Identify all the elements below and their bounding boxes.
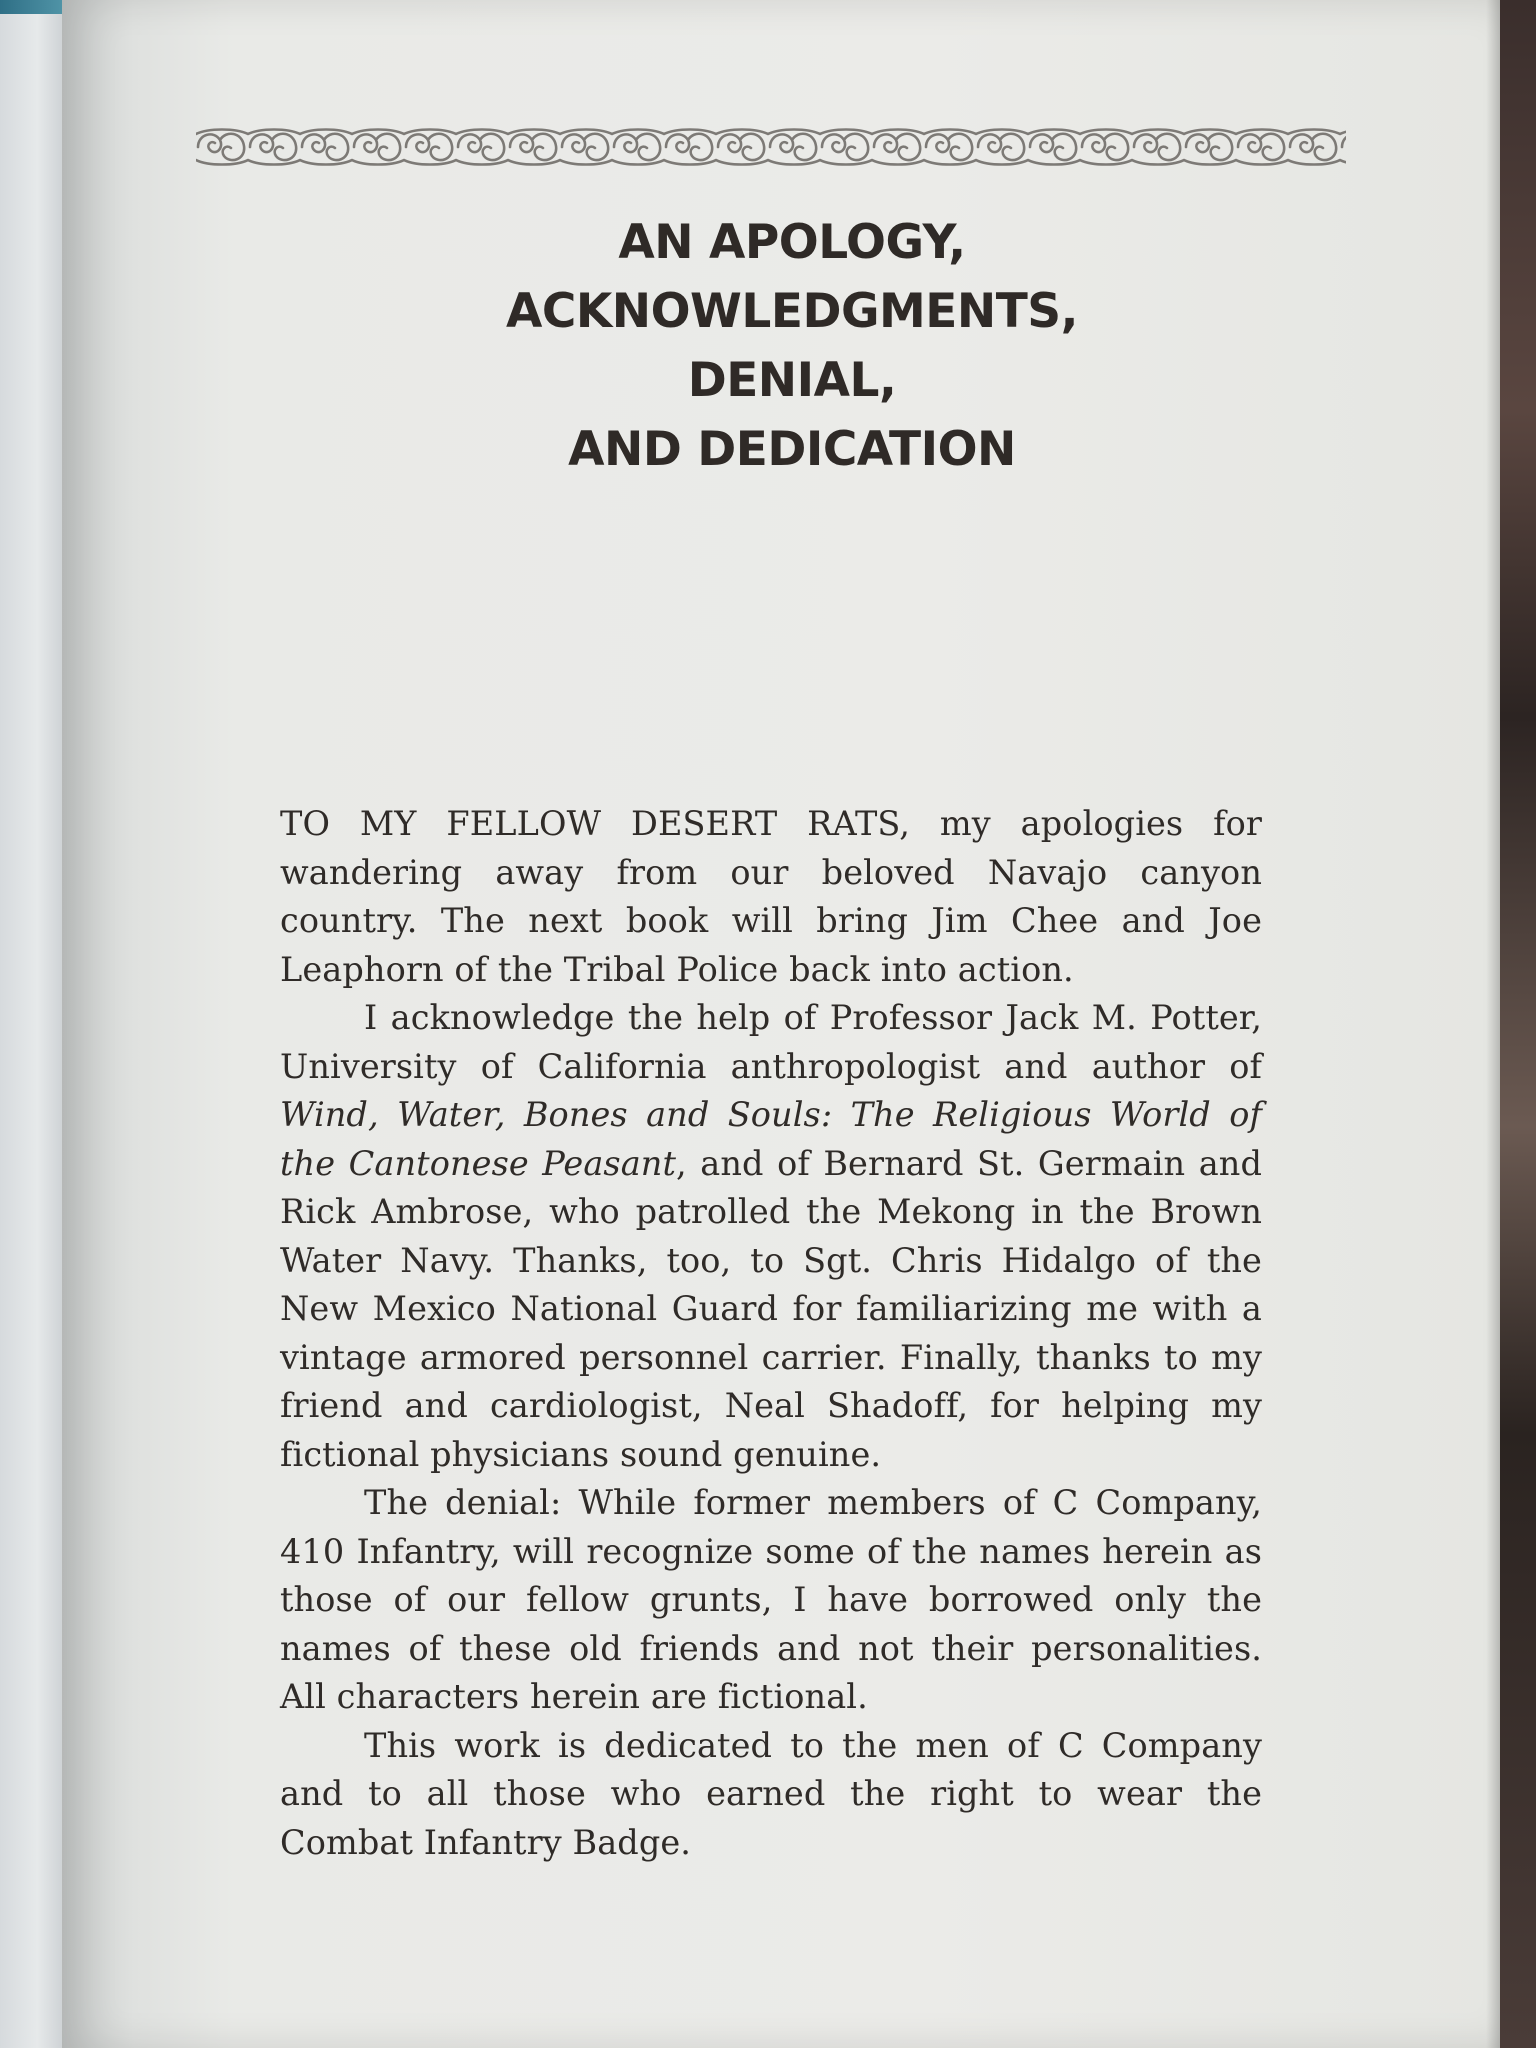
- ack-text-a: I acknowledge the help of Professor Jack M. Potter, University of California anthropologist and author of: [280, 998, 1262, 1086]
- background-shelf: [1500, 0, 1536, 2048]
- adjacent-page-edge: [0, 0, 62, 2048]
- book-title-citation: Wind, Water, Bones and Souls: The Religious World of the Cantonese Peasant: [280, 1095, 1262, 1183]
- title-line-2: ACKNOWLEDGMENTS,: [505, 284, 1079, 339]
- body-text: [280, 800, 1262, 1867]
- title-line-4: AND DEDICATION: [568, 422, 1016, 477]
- page-title: [292, 208, 1292, 484]
- paragraph-denial: The denial: While former members of C Company, 410 Infantry, will recognize some of the names herein as those of our fellow grunts, I have borrowed only the names of these old friends and not their personalities. All characters herein are fictional.: [280, 1483, 1262, 1716]
- paragraph-dedication: This work is dedicated to the men of C Company and to all those who earned the right to wear the Combat Infantry Badge.: [280, 1725, 1262, 1862]
- book-page: [62, 0, 1500, 2048]
- ack-text-b: , and of Bernard St. Germain and Rick Ambrose, who patrolled the Mekong in the Brown Water Navy. Thanks, too, to Sgt. Chris Hidalgo of the New Mexico National Guard for familiarizing me with a vintage armored personnel carrier. Finally, thanks to my friend and cardiologist, Neal Shadoff, for helping my fictional physicians sound genuine.: [280, 1143, 1262, 1474]
- paragraph-acknowledgments: [280, 994, 1262, 1479]
- title-line-1: AN APOLOGY,: [618, 215, 966, 270]
- scroll-border-ornament-icon: [196, 126, 1346, 168]
- title-line-3: DENIAL,: [687, 353, 897, 408]
- paragraph-apology: TO MY FELLOW DESERT RATS, my apologies for wandering away from our beloved Navajo canyon country. The next book will bring Jim Chee and Joe Leaphorn of the Tribal Police back into action.: [280, 804, 1262, 989]
